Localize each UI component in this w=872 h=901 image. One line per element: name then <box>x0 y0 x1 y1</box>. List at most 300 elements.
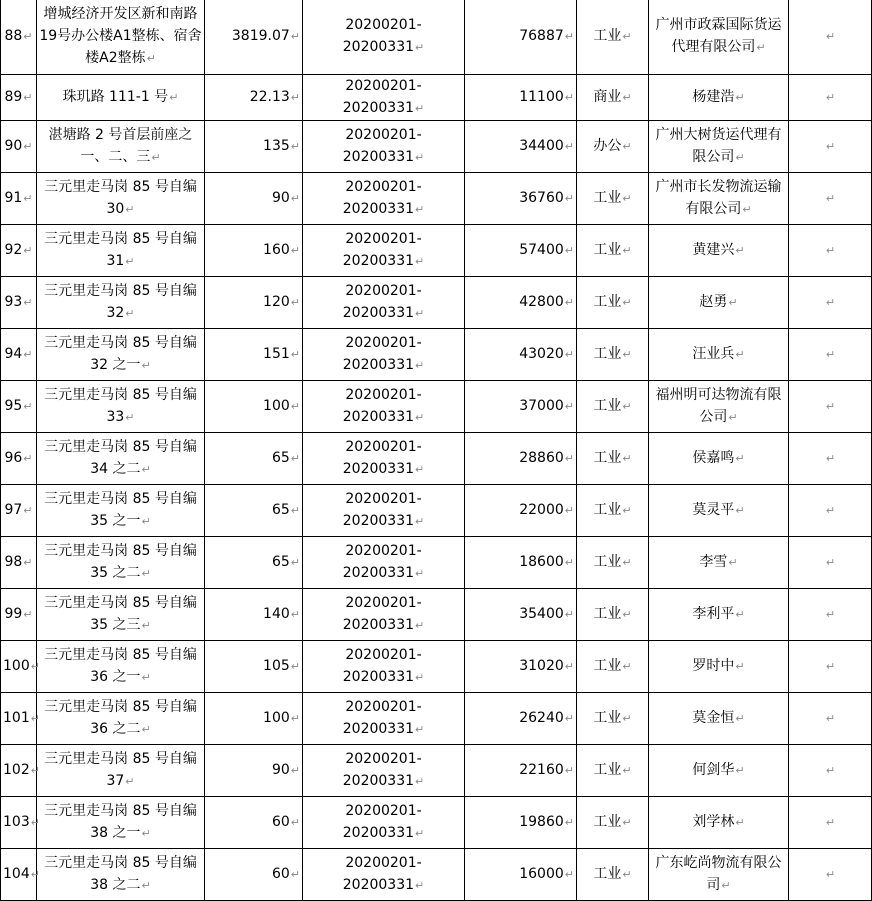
paragraph-mark-icon: ↵ <box>151 151 161 164</box>
paragraph-mark-icon: ↵ <box>825 556 836 569</box>
usage-cell <box>577 0 649 75</box>
paragraph-mark-icon: ↵ <box>415 723 425 736</box>
area-cell <box>205 121 303 173</box>
paragraph-mark-icon: ↵ <box>564 30 574 43</box>
paragraph-mark-icon: ↵ <box>290 91 300 104</box>
paragraph-mark-icon: ↵ <box>23 556 33 569</box>
notes-cell <box>789 225 872 277</box>
location-cell-text: 增城经济开发区新和南路19号办公楼A1整栋、宿舍楼A2整栋 <box>39 6 202 66</box>
paragraph-mark-icon: ↵ <box>735 816 745 829</box>
row-number-text: 88 <box>4 28 23 44</box>
paragraph-mark-icon: ↵ <box>290 244 300 257</box>
usage-cell-text: 工业 <box>593 814 622 830</box>
tenant-cell <box>649 381 789 433</box>
paragraph-mark-icon: ↵ <box>735 764 745 777</box>
rent-cell-text: 37000 <box>519 398 564 414</box>
area-cell-text: 60 <box>271 866 290 882</box>
table-row <box>1 849 872 901</box>
table-row <box>1 75 872 121</box>
tenant-cell-text: 侯嘉鸣 <box>692 450 735 466</box>
tenant-cell-text: 汪业兵 <box>692 346 735 362</box>
area-cell-text: 160 <box>263 242 290 258</box>
rent-cell-text: 34400 <box>519 138 564 154</box>
tenant-cell-text: 莫灵平 <box>692 502 735 518</box>
row-number <box>1 121 37 173</box>
paragraph-mark-icon: ↵ <box>622 296 632 309</box>
rent-cell <box>465 589 577 641</box>
lease-period-cell <box>303 641 465 693</box>
paragraph-mark-icon: ↵ <box>415 775 425 788</box>
area-cell <box>205 0 303 75</box>
paragraph-mark-icon: ↵ <box>564 348 574 361</box>
paragraph-mark-icon: ↵ <box>825 608 836 621</box>
tenant-cell <box>649 485 789 537</box>
lease-period-cell <box>303 225 465 277</box>
tenant-cell-text: 广州市政霖国际货运代理有限公司 <box>655 17 782 55</box>
tenant-cell-text: 何剑华 <box>692 762 735 778</box>
table-row <box>1 329 872 381</box>
location-cell-text: 珠玑路 111-1 号 <box>62 89 169 105</box>
paragraph-mark-icon: ↵ <box>30 712 40 725</box>
row-number-text: 96 <box>4 450 23 466</box>
area-cell <box>205 173 303 225</box>
area-cell-text: 65 <box>271 450 290 466</box>
rent-cell-text: 18600 <box>519 554 564 570</box>
tenant-cell-text: 李利平 <box>692 606 735 622</box>
lease-period-cell <box>303 485 465 537</box>
area-cell <box>205 693 303 745</box>
paragraph-mark-icon: ↵ <box>622 30 632 43</box>
table-row <box>1 173 872 225</box>
notes-cell <box>789 75 872 121</box>
paragraph-mark-icon: ↵ <box>728 411 738 424</box>
location-cell-text: 三元里走马岗 85 号自编 36 之二 <box>44 699 197 737</box>
usage-cell-text: 办公 <box>593 138 622 154</box>
area-cell <box>205 849 303 901</box>
paragraph-mark-icon: ↵ <box>735 712 745 725</box>
usage-cell-text: 工业 <box>593 866 622 882</box>
location-cell-text: 三元里走马岗 85 号自编 32 之一 <box>44 335 197 373</box>
paragraph-mark-icon: ↵ <box>23 400 33 413</box>
lease-period-cell-text: 20200201-20200331 <box>342 283 422 321</box>
paragraph-mark-icon: ↵ <box>735 348 745 361</box>
row-number <box>1 797 40 849</box>
paragraph-mark-icon: ↵ <box>825 296 836 309</box>
paragraph-mark-icon: ↵ <box>141 463 151 476</box>
rent-cell <box>465 225 577 277</box>
area-cell-text: 100 <box>263 398 290 414</box>
row-number <box>1 589 37 641</box>
row-number-text: 92 <box>4 242 23 258</box>
tenant-cell-text: 刘学林 <box>692 814 735 830</box>
area-cell <box>205 433 303 485</box>
rent-cell <box>465 121 577 173</box>
table-row <box>1 0 872 75</box>
rent-cell <box>465 173 577 225</box>
notes-cell <box>789 277 872 329</box>
notes-cell <box>789 173 872 225</box>
paragraph-mark-icon: ↵ <box>23 91 33 104</box>
tenant-cell-text: 莫金恒 <box>692 710 735 726</box>
area-cell-text: 105 <box>263 658 290 674</box>
paragraph-mark-icon: ↵ <box>564 660 574 673</box>
paragraph-mark-icon: ↵ <box>564 400 574 413</box>
row-number-text: 100 <box>3 658 30 674</box>
lease-period-cell <box>303 0 465 75</box>
area-cell <box>205 745 303 797</box>
paragraph-mark-icon: ↵ <box>415 255 425 268</box>
usage-cell-text: 工业 <box>593 398 622 414</box>
paragraph-mark-icon: ↵ <box>146 52 156 65</box>
paragraph-mark-icon: ↵ <box>564 712 574 725</box>
paragraph-mark-icon: ↵ <box>141 619 151 632</box>
paragraph-mark-icon: ↵ <box>564 244 574 257</box>
lease-table-body <box>1 0 872 901</box>
lease-period-cell <box>303 173 465 225</box>
paragraph-mark-icon: ↵ <box>23 296 33 309</box>
paragraph-mark-icon: ↵ <box>735 91 745 104</box>
paragraph-mark-icon: ↵ <box>622 660 632 673</box>
notes-cell <box>789 381 872 433</box>
rent-cell <box>465 745 577 797</box>
location-cell-text: 三元里走马岗 85 号自编 31 <box>44 231 197 269</box>
rent-cell-text: 57400 <box>519 242 564 258</box>
usage-cell <box>577 329 649 381</box>
tenant-cell <box>649 75 789 121</box>
paragraph-mark-icon: ↵ <box>141 879 151 892</box>
paragraph-mark-icon: ↵ <box>141 827 151 840</box>
tenant-cell-text: 杨建浩 <box>692 89 735 105</box>
paragraph-mark-icon: ↵ <box>825 868 836 881</box>
lease-period-cell <box>303 329 465 381</box>
tenant-cell-text: 广州大树货运代理有限公司 <box>655 127 782 165</box>
tenant-cell <box>649 433 789 485</box>
lease-period-cell-text: 20200201-20200331 <box>342 127 422 165</box>
paragraph-mark-icon: ↵ <box>564 816 574 829</box>
location-cell-text: 三元里走马岗 85 号自编 37 <box>44 751 197 789</box>
paragraph-mark-icon: ↵ <box>564 452 574 465</box>
area-cell <box>205 381 303 433</box>
paragraph-mark-icon: ↵ <box>290 764 300 777</box>
row-number-text: 99 <box>4 606 23 622</box>
lease-period-cell <box>303 537 465 589</box>
row-number <box>1 745 40 797</box>
paragraph-mark-icon: ↵ <box>825 348 836 361</box>
paragraph-mark-icon: ↵ <box>290 712 300 725</box>
paragraph-mark-icon: ↵ <box>564 296 574 309</box>
location-cell <box>37 225 205 277</box>
paragraph-mark-icon: ↵ <box>825 140 836 153</box>
rent-cell-text: 22000 <box>519 502 564 518</box>
area-cell <box>205 485 303 537</box>
paragraph-mark-icon: ↵ <box>30 660 40 673</box>
paragraph-mark-icon: ↵ <box>415 619 425 632</box>
paragraph-mark-icon: ↵ <box>622 764 632 777</box>
paragraph-mark-icon: ↵ <box>825 400 836 413</box>
row-number-text: 93 <box>4 294 23 310</box>
paragraph-mark-icon: ↵ <box>622 816 632 829</box>
paragraph-mark-icon: ↵ <box>415 411 425 424</box>
tenant-cell-text: 罗时中 <box>692 658 735 674</box>
paragraph-mark-icon: ↵ <box>23 348 33 361</box>
area-cell-text: 140 <box>263 606 290 622</box>
paragraph-mark-icon: ↵ <box>622 452 632 465</box>
lease-period-cell-text: 20200201-20200331 <box>342 231 422 269</box>
lease-period-cell-text: 20200201-20200331 <box>342 17 422 55</box>
table-row <box>1 277 872 329</box>
tenant-cell-text: 广东屹尚物流有限公司 <box>655 855 782 893</box>
paragraph-mark-icon: ↵ <box>125 255 135 268</box>
paragraph-mark-icon: ↵ <box>290 348 300 361</box>
area-cell <box>205 277 303 329</box>
rent-cell <box>465 329 577 381</box>
paragraph-mark-icon: ↵ <box>564 140 574 153</box>
usage-cell-text: 工业 <box>593 554 622 570</box>
table-row <box>1 797 872 849</box>
lease-period-cell-text: 20200201-20200331 <box>342 439 422 477</box>
paragraph-mark-icon: ↵ <box>622 608 632 621</box>
tenant-cell <box>649 173 789 225</box>
paragraph-mark-icon: ↵ <box>415 41 425 54</box>
paragraph-mark-icon: ↵ <box>564 764 574 777</box>
paragraph-mark-icon: ↵ <box>125 775 135 788</box>
table-row <box>1 537 872 589</box>
usage-cell <box>577 849 649 901</box>
paragraph-mark-icon: ↵ <box>756 41 766 54</box>
paragraph-mark-icon: ↵ <box>23 244 33 257</box>
notes-cell <box>789 589 872 641</box>
usage-cell <box>577 277 649 329</box>
row-number <box>1 0 37 75</box>
table-row <box>1 225 872 277</box>
usage-cell-text: 商业 <box>593 89 622 105</box>
rent-cell <box>465 433 577 485</box>
lease-period-cell-text: 20200201-20200331 <box>342 78 422 116</box>
paragraph-mark-icon: ↵ <box>622 192 632 205</box>
paragraph-mark-icon: ↵ <box>290 660 300 673</box>
paragraph-mark-icon: ↵ <box>141 567 151 580</box>
location-cell <box>37 173 205 225</box>
lease-period-cell-text: 20200201-20200331 <box>342 855 422 893</box>
usage-cell-text: 工业 <box>593 190 622 206</box>
table-row <box>1 641 872 693</box>
rent-cell <box>465 277 577 329</box>
area-cell <box>205 225 303 277</box>
lease-period-cell <box>303 693 465 745</box>
row-number <box>1 277 37 329</box>
lease-period-cell <box>303 589 465 641</box>
tenant-cell <box>649 0 789 75</box>
usage-cell <box>577 537 649 589</box>
area-cell-text: 90 <box>271 762 290 778</box>
rent-cell-text: 28860 <box>519 450 564 466</box>
paragraph-mark-icon: ↵ <box>23 504 33 517</box>
notes-cell <box>789 641 872 693</box>
location-cell-text: 三元里走马岗 85 号自编 35 之二 <box>44 543 197 581</box>
row-number-text: 104 <box>3 866 30 882</box>
paragraph-mark-icon: ↵ <box>825 452 836 465</box>
location-cell-text: 三元里走马岗 85 号自编 33 <box>44 387 197 425</box>
paragraph-mark-icon: ↵ <box>415 567 425 580</box>
paragraph-mark-icon: ↵ <box>415 463 425 476</box>
paragraph-mark-icon: ↵ <box>721 879 731 892</box>
tenant-cell <box>649 121 789 173</box>
tenant-cell <box>649 589 789 641</box>
usage-cell-text: 工业 <box>593 658 622 674</box>
rent-cell <box>465 75 577 121</box>
paragraph-mark-icon: ↵ <box>290 30 300 43</box>
row-number <box>1 225 37 277</box>
usage-cell <box>577 641 649 693</box>
paragraph-mark-icon: ↵ <box>141 515 151 528</box>
table-row <box>1 433 872 485</box>
tenant-cell-text: 赵勇 <box>699 294 728 310</box>
rent-cell-text: 43020 <box>519 346 564 362</box>
paragraph-mark-icon: ↵ <box>290 296 300 309</box>
paragraph-mark-icon: ↵ <box>30 868 40 881</box>
paragraph-mark-icon: ↵ <box>290 556 300 569</box>
row-number <box>1 849 40 901</box>
row-number-text: 101 <box>3 710 30 726</box>
area-cell <box>205 75 303 121</box>
table-row <box>1 381 872 433</box>
paragraph-mark-icon: ↵ <box>415 307 425 320</box>
notes-cell <box>789 433 872 485</box>
paragraph-mark-icon: ↵ <box>825 192 836 205</box>
notes-cell <box>789 121 872 173</box>
rent-cell <box>465 641 577 693</box>
paragraph-mark-icon: ↵ <box>622 868 632 881</box>
paragraph-mark-icon: ↵ <box>290 868 300 881</box>
table-row <box>1 745 872 797</box>
paragraph-mark-icon: ↵ <box>415 102 425 115</box>
lease-period-cell-text: 20200201-20200331 <box>342 491 422 529</box>
area-cell-text: 135 <box>263 138 290 154</box>
row-number <box>1 75 37 121</box>
location-cell <box>37 329 205 381</box>
location-cell-text: 三元里走马岗 85 号自编 35 之一 <box>44 491 197 529</box>
notes-cell <box>789 797 872 849</box>
paragraph-mark-icon: ↵ <box>23 30 33 43</box>
lease-period-cell-text: 20200201-20200331 <box>342 647 422 685</box>
paragraph-mark-icon: ↵ <box>125 203 135 216</box>
paragraph-mark-icon: ↵ <box>290 452 300 465</box>
paragraph-mark-icon: ↵ <box>564 91 574 104</box>
paragraph-mark-icon: ↵ <box>622 556 632 569</box>
location-cell <box>37 849 205 901</box>
tenant-cell <box>649 693 789 745</box>
location-cell-text: 三元里走马岗 85 号自编 38 之二 <box>44 855 197 893</box>
location-cell-text: 湛塘路 2 号首层前座之一、二、三 <box>48 127 193 165</box>
rent-cell <box>465 849 577 901</box>
rent-cell <box>465 693 577 745</box>
rent-cell <box>465 485 577 537</box>
paragraph-mark-icon: ↵ <box>30 764 40 777</box>
area-cell <box>205 641 303 693</box>
lease-period-cell <box>303 381 465 433</box>
area-cell-text: 22.13 <box>249 89 290 105</box>
rent-cell-text: 42800 <box>519 294 564 310</box>
tenant-cell <box>649 277 789 329</box>
paragraph-mark-icon: ↵ <box>415 151 425 164</box>
lease-period-cell-text: 20200201-20200331 <box>342 803 422 841</box>
usage-cell <box>577 121 649 173</box>
usage-cell <box>577 75 649 121</box>
row-number <box>1 537 37 589</box>
table-row <box>1 121 872 173</box>
paragraph-mark-icon: ↵ <box>290 816 300 829</box>
location-cell-text: 三元里走马岗 85 号自编 35 之三 <box>44 595 197 633</box>
tenant-cell <box>649 745 789 797</box>
usage-cell <box>577 693 649 745</box>
paragraph-mark-icon: ↵ <box>622 712 632 725</box>
row-number-text: 89 <box>4 89 23 105</box>
area-cell <box>205 329 303 381</box>
usage-cell-text: 工业 <box>593 606 622 622</box>
location-cell <box>37 641 205 693</box>
paragraph-mark-icon: ↵ <box>23 608 33 621</box>
row-number-text: 90 <box>4 138 23 154</box>
paragraph-mark-icon: ↵ <box>735 608 745 621</box>
notes-cell <box>789 693 872 745</box>
location-cell <box>37 433 205 485</box>
paragraph-mark-icon: ↵ <box>622 504 632 517</box>
paragraph-mark-icon: ↵ <box>825 660 836 673</box>
paragraph-mark-icon: ↵ <box>622 140 632 153</box>
tenant-cell <box>649 641 789 693</box>
usage-cell-text: 工业 <box>593 346 622 362</box>
location-cell-text: 三元里走马岗 85 号自编 36 之一 <box>44 647 197 685</box>
paragraph-mark-icon: ↵ <box>825 764 836 777</box>
lease-period-cell <box>303 277 465 329</box>
location-cell <box>37 381 205 433</box>
area-cell-text: 120 <box>263 294 290 310</box>
paragraph-mark-icon: ↵ <box>415 671 425 684</box>
paragraph-mark-icon: ↵ <box>735 151 745 164</box>
notes-cell <box>789 849 872 901</box>
row-number <box>1 173 37 225</box>
tenant-cell <box>649 225 789 277</box>
usage-cell-text: 工业 <box>593 502 622 518</box>
notes-cell <box>789 485 872 537</box>
paragraph-mark-icon: ↵ <box>825 504 836 517</box>
row-number-text: 97 <box>4 502 23 518</box>
paragraph-mark-icon: ↵ <box>415 879 425 892</box>
rent-cell <box>465 537 577 589</box>
lease-period-cell-text: 20200201-20200331 <box>342 699 422 737</box>
paragraph-mark-icon: ↵ <box>290 400 300 413</box>
paragraph-mark-icon: ↵ <box>622 400 632 413</box>
usage-cell <box>577 433 649 485</box>
paragraph-mark-icon: ↵ <box>415 203 425 216</box>
paragraph-mark-icon: ↵ <box>125 411 135 424</box>
notes-cell <box>789 745 872 797</box>
paragraph-mark-icon: ↵ <box>415 515 425 528</box>
location-cell <box>37 537 205 589</box>
usage-cell <box>577 589 649 641</box>
lease-period-cell <box>303 797 465 849</box>
location-cell-text: 三元里走马岗 85 号自编 34 之二 <box>44 439 197 477</box>
location-cell-text: 三元里走马岗 85 号自编 38 之一 <box>44 803 197 841</box>
location-cell <box>37 797 205 849</box>
rent-cell-text: 26240 <box>519 710 564 726</box>
usage-cell-text: 工业 <box>593 762 622 778</box>
usage-cell <box>577 485 649 537</box>
paragraph-mark-icon: ↵ <box>735 244 745 257</box>
row-number <box>1 433 37 485</box>
row-number-text: 94 <box>4 346 23 362</box>
notes-cell <box>789 0 872 75</box>
